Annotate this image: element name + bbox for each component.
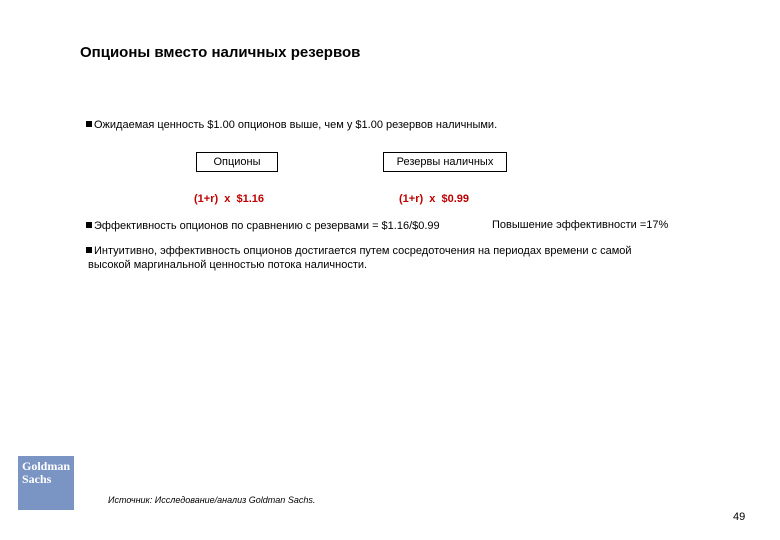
bullet-square-icon: [86, 121, 92, 127]
page-number: 49: [733, 511, 746, 523]
bullet-expected-value: [86, 118, 497, 132]
goldman-sachs-logo: [18, 456, 74, 510]
bullet-efficiency: [86, 219, 440, 233]
bullet-text: Эффективность опционов по сравнению с резервами = $1.16/$0.99: [94, 220, 440, 232]
bullet-square-icon: [86, 247, 92, 253]
bullet-text-line2: высокой маргинальной ценностью потока наличности.: [88, 259, 368, 271]
logo-wordmark: [18, 456, 74, 510]
bullet-intuition: [86, 244, 632, 272]
bullet-text: Ожидаемая ценность $1.00 опционов выше, чем у $1.00 резервов наличными.: [94, 119, 498, 131]
source-note: Источник: Исследование/анализ Goldman Sachs.: [108, 495, 316, 505]
options-formula: (1+r) x $1.16: [194, 193, 265, 205]
logo-line1: Goldman: [22, 459, 71, 473]
bullet-square-icon: [86, 222, 92, 228]
reserves-formula: (1+r) x $0.99: [399, 193, 470, 205]
page-title: Опционы вместо наличных резервов: [80, 44, 361, 61]
logo-line2: Sachs: [22, 472, 52, 486]
reserves-box: Резервы наличных: [383, 152, 507, 172]
options-box: Опционы: [196, 152, 278, 172]
efficiency-gain: Повышение эффективности =17%: [492, 219, 669, 231]
bullet-text-line1: Интуитивно, эффективность опционов достигается путем сосредоточения на периодах времени с самой: [94, 245, 632, 257]
